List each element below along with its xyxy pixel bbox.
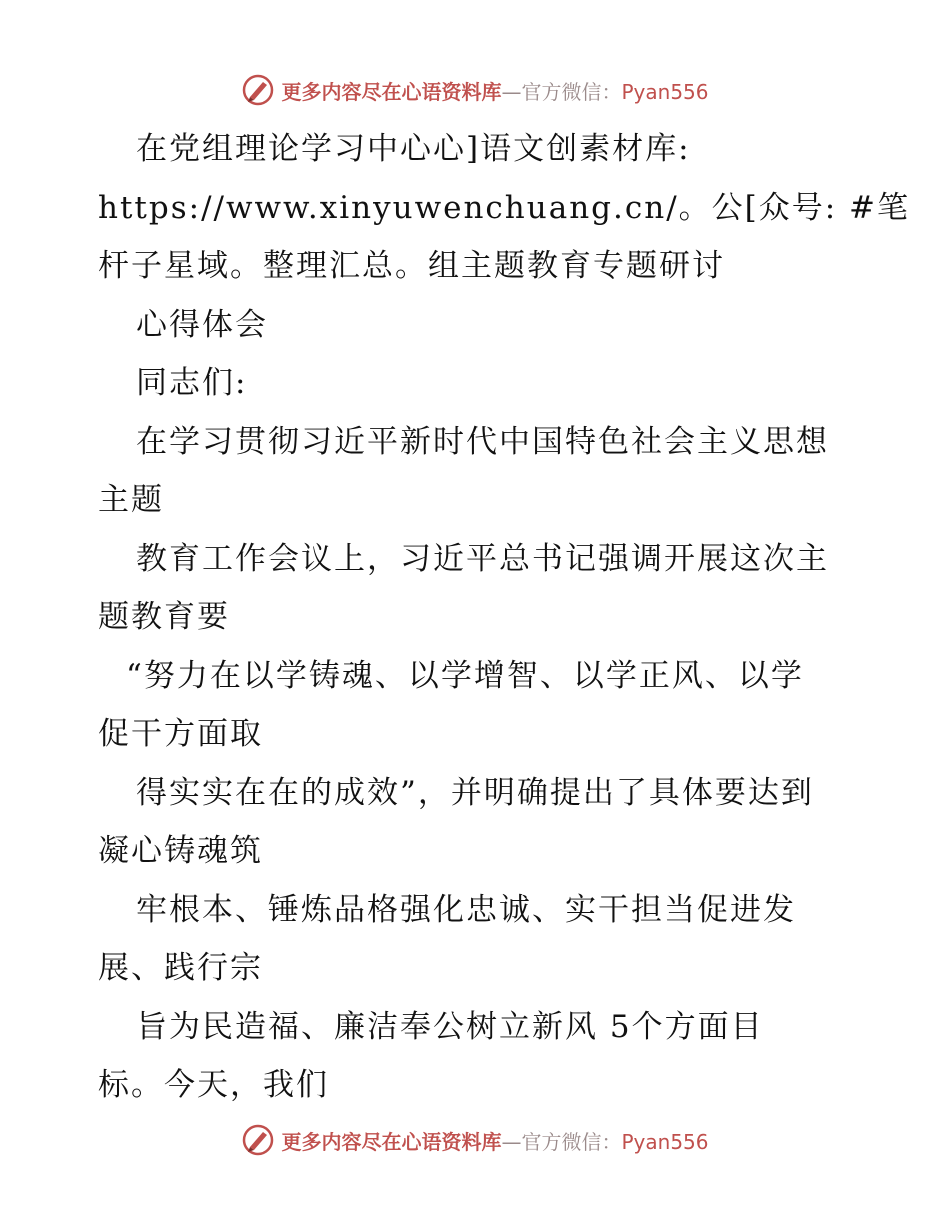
watermark-label: —官方微信： — [501, 1129, 622, 1154]
watermark-wechat-id: Pyan556 — [621, 1129, 709, 1154]
pen-logo-icon — [241, 73, 275, 107]
body-line: 题教育要 — [98, 599, 230, 635]
watermark-wechat-id: Pyan556 — [621, 79, 709, 104]
watermark-title: 更多内容尽在心语资料库 — [281, 79, 502, 104]
body-line: 杆子星域。整理汇总。组主题教育专题研讨 — [98, 248, 725, 284]
body-line: 展、践行宗 — [98, 950, 263, 986]
body-line: 促干方面取 — [98, 716, 263, 752]
watermark-text — [281, 1126, 708, 1155]
body-line: 标。今天，我们 — [98, 1067, 329, 1103]
body-line: 同志们: — [136, 365, 248, 401]
body-line: 在党组理论学习中心心]语文创素材库: — [136, 131, 691, 167]
body-line: 旨为民造福、廉洁奉公树立新风 5个方面目 — [136, 1008, 764, 1045]
watermark-title: 更多内容尽在心语资料库 — [281, 1129, 502, 1154]
body-line: 凝心铸魂筑 — [98, 833, 263, 869]
header-watermark — [0, 70, 950, 110]
body-line: 教育工作会议上，习近平总书记强调开展这次主 — [136, 540, 829, 577]
body-line: 得实实在在的成效”，并明确提出了具体要达到 — [136, 774, 814, 811]
document-body — [98, 120, 911, 1115]
body-line: “努力在以学铸魂、以学增智、以学正风、以学 — [126, 657, 804, 694]
body-line: 牢根本、锤炼品格强化忠诚、实干担当促进发 — [136, 891, 796, 928]
footer-watermark — [0, 1120, 950, 1160]
body-line: 主题 — [98, 482, 164, 518]
body-line: https://www.xinyuwenchuang.cn/。公[众号: #笔 — [98, 189, 911, 226]
pen-logo-icon — [241, 1123, 275, 1157]
watermark-text — [281, 76, 708, 105]
watermark-label: —官方微信： — [501, 79, 622, 104]
body-line: 心得体会 — [136, 306, 268, 343]
body-line: 在学习贯彻习近平新时代中国特色社会主义思想 — [136, 423, 829, 460]
